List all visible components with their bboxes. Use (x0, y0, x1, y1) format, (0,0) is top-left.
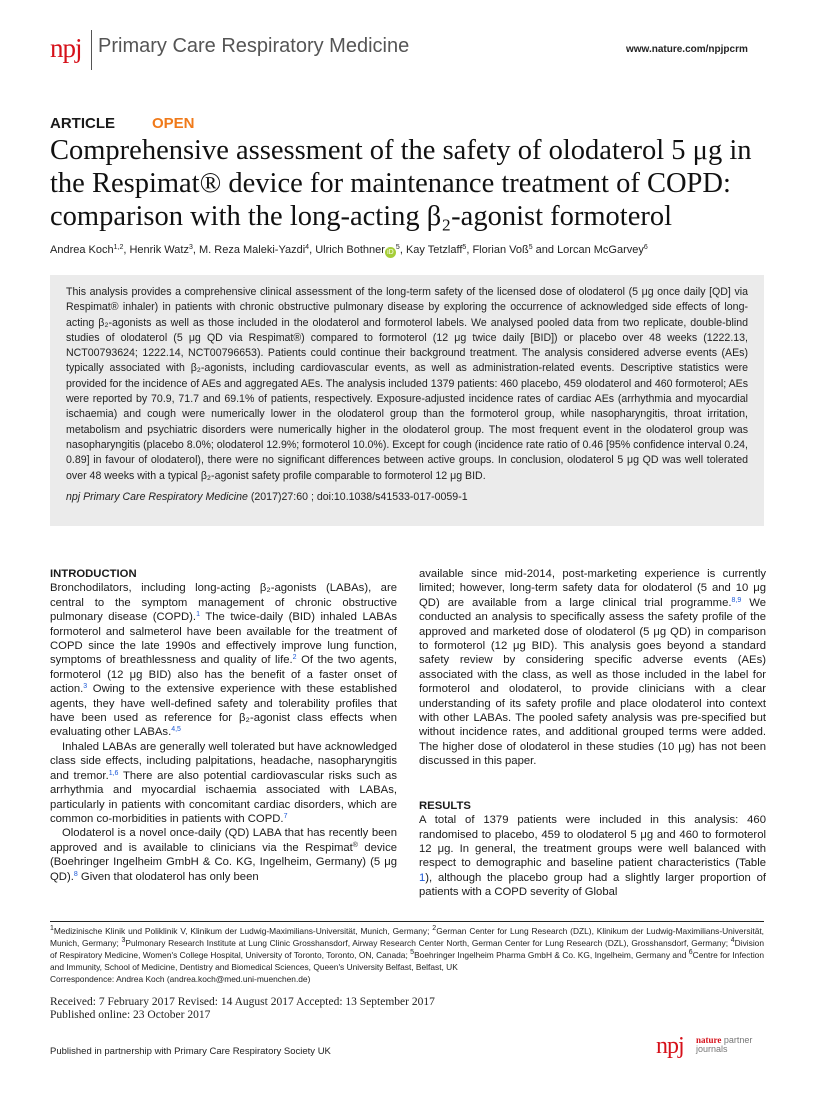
affiliation-text: Division of Respiratory Medicine, Women's College Hospital, University of Toronto, Toronto, ON, Canada; (50, 938, 764, 960)
citation-doi[interactable]: (2017)27:60 ; doi:10.1038/s41533-017-0059-1 (247, 490, 468, 503)
paragraph: Bronchodilators, including long-acting β₂-agonists (LABAs), are central to the symptom management of chronic obstructive pulmonary disease (COPD).$^1$ The twice-daily (BID) inhaled LABAs formoterol and salmeterol have been available for the treatment of COPD since the late 1990s and effectively improve lung function, symptoms of breathlessness and quality of life.$^2$ Of the two agents, formoterol (12 μg BID) also has the benefit of a faster onset of action.$^3$ Owing to the extensive experience with these established agents, they have well-defined safety and tolerability profiles that have been used as reference for β₂-agonist class effects when evaluating other LABAs.$^{4,5}$ (50, 582, 398, 739)
author-affiliation: 6 (643, 244, 648, 251)
affiliation-number: 6 (688, 949, 693, 956)
logo-journals: journals (696, 1044, 728, 1054)
author-name: Lorcan McGarvey (557, 244, 644, 256)
right-column (419, 567, 766, 899)
citation-ref[interactable]: 4,5 (171, 726, 181, 734)
journal-name: Primary Care Respiratory Medicine (98, 35, 410, 57)
citation-ref[interactable]: 8 (73, 870, 78, 878)
citation-ref[interactable]: 2 (292, 654, 297, 662)
citation-ref[interactable]: 1 (196, 611, 200, 619)
author-affiliation: 5 (462, 244, 467, 251)
author-name: Andrea Koch (50, 244, 114, 256)
abstract-text: This analysis provides a comprehensive clinical assessment of the long-term safety of the licensed dose of olodaterol (5 μg once daily [QD] via Respimat® inhaler) in patients with chronic obstructive pulmonary disease by exploring the occurrence of acknowledged side effects of long-acting β₂-agonists as well as those included in the olodaterol and formoterol labels. We analysed pooled data from two replicate, double-blind studies of olodaterol (5 μg QD via Respimat®) compared to formoterol (12 μg twice daily [BID]) or placebo over 48 weeks (1222.13, NCT00793624; 1222.14, NCT00796653). Patients could continue their background treatment. The analysis considered adverse events (AEs) typically associated with β₂-agonists, including cardiovascular events, as well as administration-related events. Descriptive statistics were provided for the incidence of AEs and aggregated AEs. The analysis included 1379 patients: 460 placebo, 459 olodaterol and 460 formoterol; AEs were reported by 70.9, 71.7 and 69.1% of patients, respectively. Exposure-adjusted incidence rates of cardiac AEs (arrhythmia and myocardial ischaemia) and cough were numerically lower in the olodaterol group than the formoterol group, while nasopharyngitis, throat irritation, metabolism and psychiatric disorders were numerically higher in the olodaterol group. The most frequent event in the olodaterol group was nasopharyngitis (placebo 8.0%; olodaterol 12.9%; formoterol 10.0%). Except for cough (incidence rate ratio of 0.46 [95% confidence interval 0.24, 0.89] in favour of olodaterol), there were no significant differences between active groups. In conclusion, olodaterol 5 μg QD was well tolerated over 48 weeks with a typical β₂-agonist safety profile comparable to formoterol 12 μg BID. (66, 286, 748, 482)
affiliations (50, 925, 764, 985)
citation (66, 490, 748, 505)
affiliation-number: 4 (730, 937, 735, 944)
author-affiliation: 3 (188, 244, 193, 251)
citation-ref[interactable]: 3 (83, 683, 88, 691)
affiliation-text: Boehringer Ingelheim Pharma GmbH & Co. KG, Ingelheim, Germany and (414, 950, 689, 960)
results-heading: RESULTS (419, 799, 471, 812)
paragraph: A total of 1379 patients were included in this analysis: 460 randomised to placebo, 459 to olodaterol 5 μg and 460 to formoterol 12 μg. In general, the treatment groups were well balanced with respect to demographic and baseline patient characteristics (Table 1), although the placebo group had a slightly larger proportion of patients with a COPD severity of Global (419, 814, 766, 899)
published-date: Published online: 23 October 2017 (50, 1009, 211, 1021)
logo-divider (91, 30, 92, 70)
author-name: Henrik Watz (129, 244, 189, 256)
citation-ref[interactable]: 1,6 (108, 769, 119, 777)
logo-nature: nature (696, 1035, 722, 1045)
author-affiliation: 1,2 (113, 244, 124, 251)
orcid-icon[interactable]: iD (385, 247, 396, 258)
affiliation-text: Centre for Infection and Immunity, School of Medicine, Dentistry and Biomedical Sciences, Queen's University Belfast, Belfast, UK (50, 950, 764, 972)
author-name: Kay Tetzlaff (405, 244, 463, 256)
affiliation-number: 2 (432, 925, 437, 932)
affiliation-text: German Center for Lung Research (DZL), Klinikum der Ludwig-Maximilians-Universität, Munich, Germany; (50, 926, 765, 948)
journal-url[interactable]: www.nature.com/npjpcrm (626, 44, 748, 55)
affiliation-number: 1 (50, 925, 54, 932)
author-name: M. Reza Maleki-Yazdi (199, 244, 306, 256)
author-name: Florian Voß (472, 244, 529, 256)
affiliation-number: 5 (410, 949, 415, 956)
correspondence: Correspondence: Andrea Koch (andrea.koch@med.uni-muenchen.de) (50, 974, 311, 984)
author-affiliation: 5 (395, 244, 400, 251)
article-type: ARTICLE (50, 115, 115, 132)
author-name: Ulrich Bothner (315, 244, 385, 256)
paragraph: Inhaled LABAs are generally well tolerated but have acknowledged class side effects, including palpitations, headache, nasopharyngitis and tremor.$^{1,6}$ There are also potential cardiovascular risks such as arrhythmia and myocardial ischaemia associated with LABAs, particularly in patients with concomitant cardiac disorders, which are common co-morbidities in patients with COPD.$^7$ (50, 740, 397, 825)
nature-partner-journals-logo (656, 1033, 753, 1060)
affiliation-text: Medizinische Klinik und Poliklinik V, Klinikum der Ludwig-Maximilians-Universität, Munich, Germany; (53, 926, 433, 936)
paragraph: available since mid-2014, post-marketing experience is currently limited; however, long-term safety data for olodaterol (5 and 10 μg QD) are available from a large clinical trial programme.$^{8,9}$ We conducted an analysis to specifically assess the safety profile of the approved and marketed dose of olodaterol (5 μg QD) in comparison to formoterol (12 μg BID). This analysis goes beyond a standard safety review by considering specific adverse events (AEs) associated with the class, as well as those included in the label for formoterol and olodaterol, to provide clinicians with a clear understanding of its safety profile and place olodaterol into context with other LABAs. The pooled safety analysis was pre-specified but without incidence rates, and additional grouped terms were added. The higher dose of olodaterol in these studies (10 μg) has not been discussed in this paper. (419, 568, 766, 768)
registered-mark: ® (352, 841, 358, 849)
citation-ref[interactable]: 7 (283, 812, 288, 820)
article-title: Comprehensive assessment of the safety of olodaterol 5 μg in the Respimat® device for maintenance treatment of COPD: comparison with the long-acting β₂-agonist formoterol (50, 135, 752, 232)
left-column (50, 567, 397, 884)
abstract-box (50, 275, 764, 526)
affiliation-number: 3 (121, 937, 126, 944)
footnote-divider (50, 921, 764, 922)
npj-logo: npj (50, 33, 82, 63)
logo-partner: partner (723, 1035, 753, 1045)
table-link[interactable]: 1 (419, 871, 426, 884)
author-list: Andrea Koch$^{1,2}$, Henrik Watz$^3$, M. Reza Maleki-Yazdi$^4$, Ulrich Bothner $iD^5$, Kay Tetzlaff$^5$, Florian Voß$^5$ and Lorcan McGarvey$^6$ (50, 244, 648, 256)
open-access-badge: OPEN (152, 115, 195, 132)
citation-ref[interactable]: 8,9 (731, 596, 742, 604)
article-dates (50, 996, 435, 1022)
author-affiliation: 5 (528, 244, 533, 251)
partnership-note: Published in partnership with Primary Care Respiratory Society UK (50, 1046, 331, 1057)
paragraph: Olodaterol is a novel once-daily (QD) LABA that has recently been approved and is available to clinicians via the Respimat® device (Boehringer Ingelheim GmbH & Co. KG, Ingelheim, Germany) (5 μg QD).$^8$ Given that olodaterol has only been (50, 827, 397, 883)
affiliation-text: Pulmonary Research Institute at Lung Clinic Grosshansdorf, Airway Research Center North, German Center for Lung Research (DZL), Grosshansdorf, Germany; (125, 938, 731, 948)
citation-journal: npj Primary Care Respiratory Medicine (66, 490, 248, 503)
received-dates: Received: 7 February 2017 Revised: 14 August 2017 Accepted: 13 September 2017 (50, 996, 435, 1008)
intro-heading: INTRODUCTION (50, 568, 137, 580)
npj-logo-mark: npj (656, 1033, 684, 1059)
author-affiliation: 4 (305, 244, 310, 251)
